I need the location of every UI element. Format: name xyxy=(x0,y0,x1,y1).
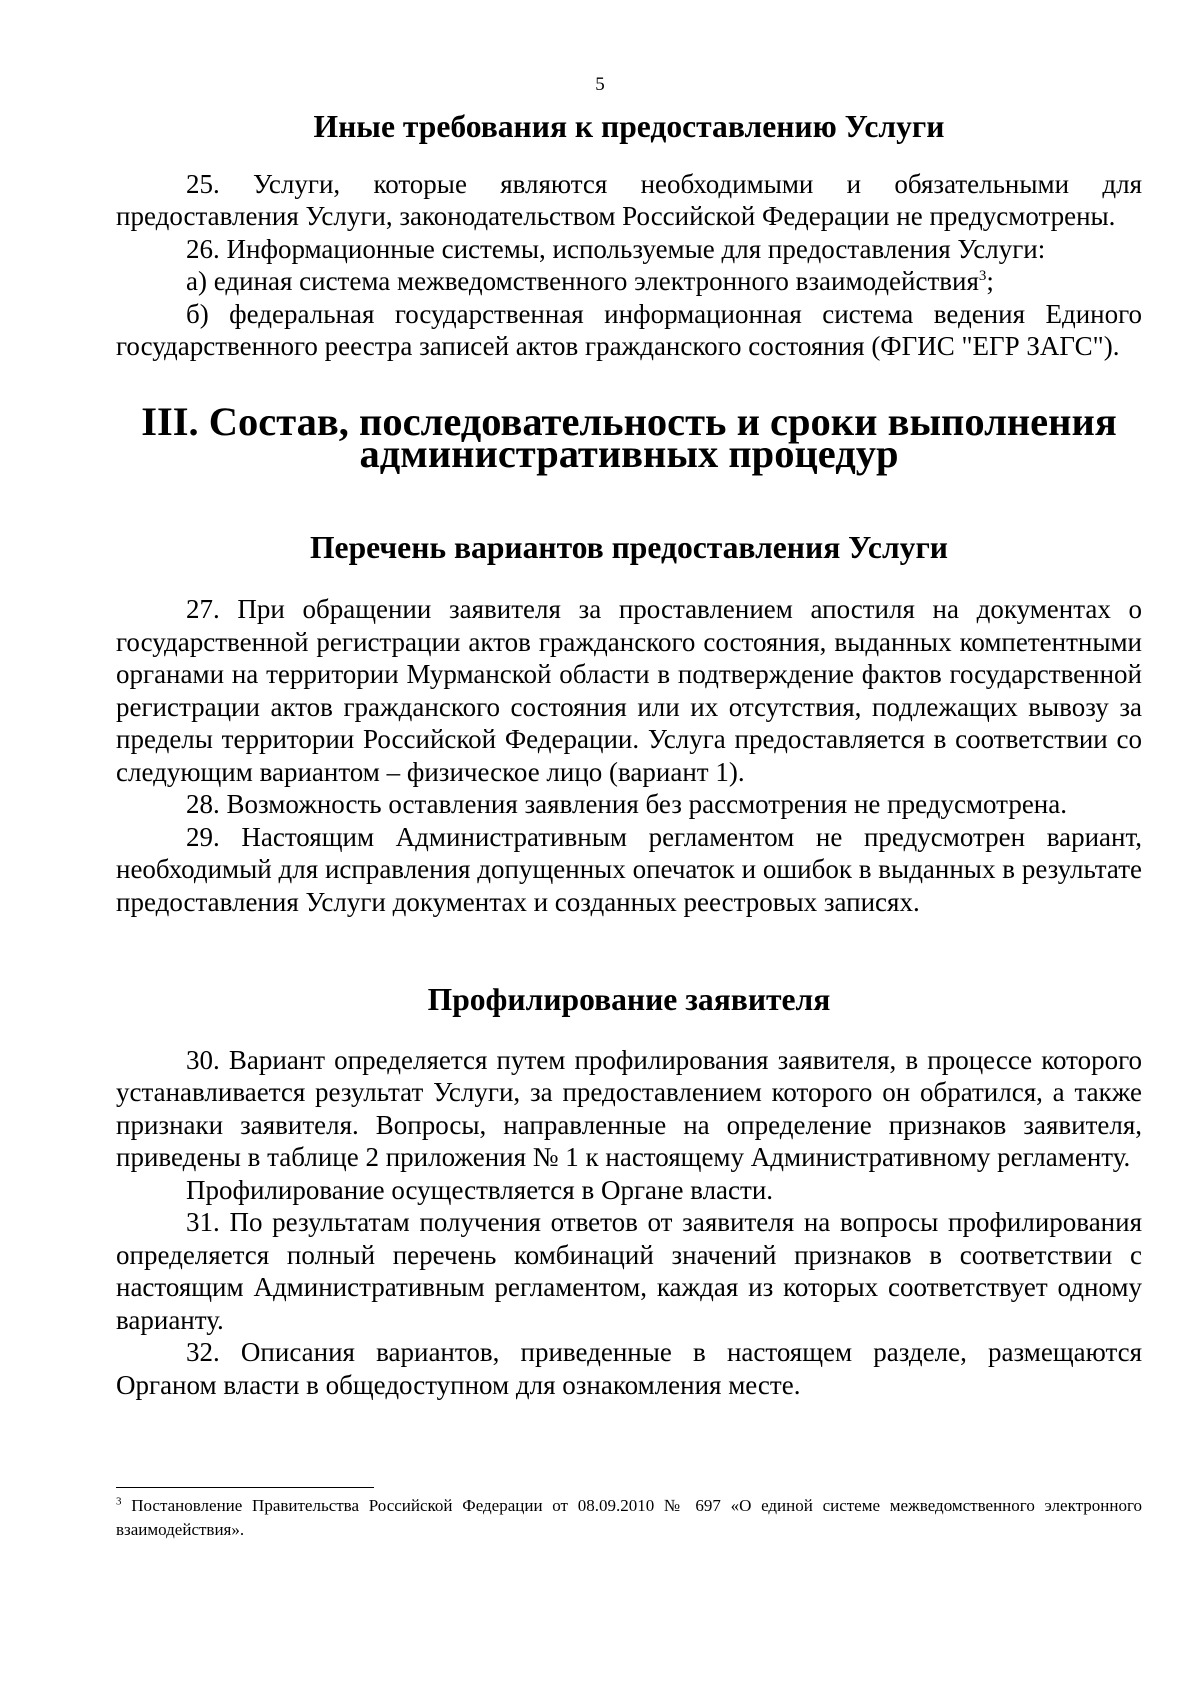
paragraph-30: 30. Вариант определяется путем профилирования заявителя, в процессе которого устанавливается результат Услуги, за предоставлением которого он обратился, а также признаки заявителя. Вопросы, направленные на определение признаков заявителя, приведены в таблице 2 приложения № 1 к настоящему Административному регламенту. xyxy=(116,1044,1142,1172)
paragraph-26-a xyxy=(116,265,1142,298)
footnote-number: 3 xyxy=(116,1495,122,1508)
paragraph-32: 32. Описания вариантов, приведенные в настоящем разделе, размещаются Органом власти в общедоступном для ознакомления месте. xyxy=(116,1337,1142,1400)
paragraph-26-b: б) федеральная государственная информационная система ведения Единого государственного реестра записей актов гражданского состояния (ФГИС "ЕГР ЗАГС"). xyxy=(116,298,1142,361)
paragraph-30-b: Профилирование осуществляется в Органе власти. xyxy=(186,1174,774,1205)
paragraph-26-a-text: а) единая система межведомственного электронного взаимодействия xyxy=(186,266,979,296)
footnote-reference: 3 xyxy=(978,268,987,284)
paragraph-29: 29. Настоящим Административным регламентом не предусмотрен вариант, необходимый для исправления допущенных опечаток и ошибок в выданных в результате предоставления Услуги документах и созданных реестровых записях. xyxy=(116,821,1142,917)
page-content xyxy=(116,111,1142,1401)
page-number: 5 xyxy=(595,74,605,95)
footnote-text: Постановление Правительства Российской Федерации от 08.09.2010 № 697 «О единой системе межведомственного электронного взаимодействия». xyxy=(116,1496,1142,1539)
footnote-divider xyxy=(116,1487,374,1488)
paragraph-28: 28. Возможность оставления заявления без рассмотрения не предусмотрена. xyxy=(186,789,1067,819)
paragraph-25: 25. Услуги, которые являются необходимыми и обязательными для предоставления Услуги, законодательством Российской Федерации не предусмотрены. xyxy=(116,168,1142,231)
paragraph-31: 31. По результатам получения ответов от заявителя на вопросы профилирования определяется полный перечень комбинаций значений признаков в соответствии с настоящим Административным регламентом, каждая из которых соответствует одному варианту. xyxy=(116,1207,1142,1335)
paragraph-27: 27. При обращении заявителя за проставлением апостиля на документах о государственной регистрации актов гражданского состояния, выданных компетентными органами на территории Мурманской области в подтверждение фактов государственной регистрации актов гражданского состояния или их отсутствия, подлежащих вывозу за пределы территории Российской Федерации. Услуга предоставляется в соответствии со следующим вариантом – физическое лицо (вариант 1). xyxy=(116,594,1142,787)
heading-variants-list: Перечень вариантов предоставления Услуги xyxy=(310,529,948,565)
paragraph-26-a-end: ; xyxy=(986,266,994,296)
heading-other-requirements: Иные требования к предоставлению Услуги xyxy=(313,109,945,144)
section-3-title: III. Состав, последовательность и сроки выполнения административных процедур xyxy=(141,398,1117,476)
paragraph-26: 26. Информационные системы, используемые для предоставления Услуги: xyxy=(186,233,1046,264)
heading-profiling: Профилирование заявителя xyxy=(427,982,831,1017)
footnote xyxy=(116,1494,1142,1542)
